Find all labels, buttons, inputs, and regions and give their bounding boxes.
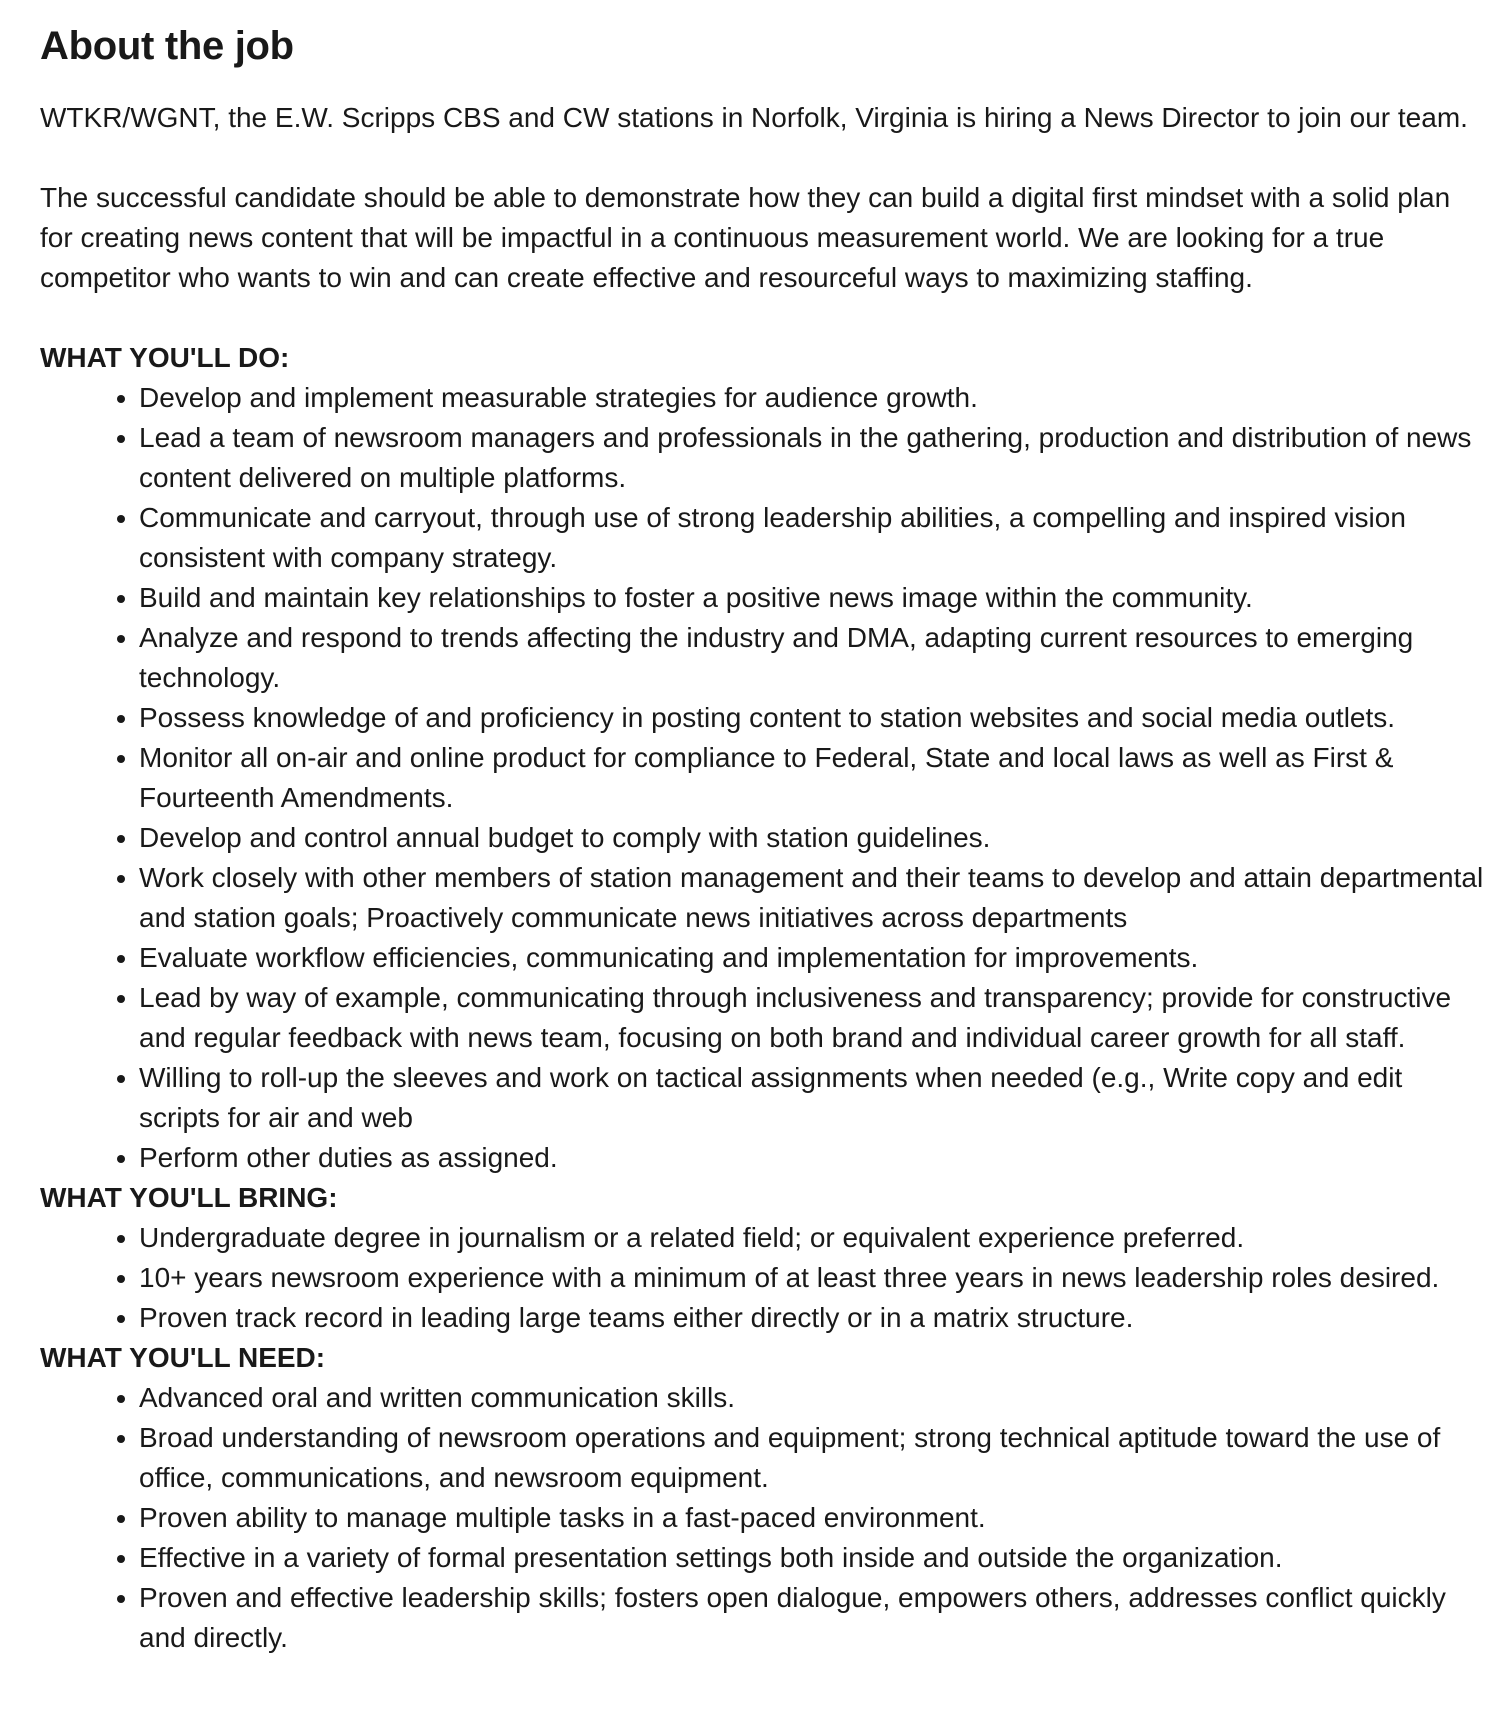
list-item: Undergraduate degree in journalism or a related field; or equivalent experience preferred. [139, 1218, 1485, 1258]
section-what-youll-need [40, 1338, 1485, 1658]
job-title: About the job [40, 24, 294, 68]
section-heading: WHAT YOU'LL DO: [40, 342, 290, 373]
bullet-list [40, 378, 1485, 1178]
list-item: Build and maintain key relationships to foster a positive news image within the community. [139, 578, 1485, 618]
list-item: 10+ years newsroom experience with a minimum of at least three years in news leadership roles desired. [139, 1258, 1485, 1298]
job-description [40, 18, 1485, 1658]
list-item: Develop and control annual budget to comply with station guidelines. [139, 818, 1485, 858]
section-heading: WHAT YOU'LL NEED: [40, 1342, 326, 1373]
list-item: Proven ability to manage multiple tasks in a fast-paced environment. [139, 1498, 1485, 1538]
section-what-youll-do [40, 338, 1485, 1178]
list-item: Monitor all on-air and online product for compliance to Federal, State and local laws as well as First & Fourteenth Amendments. [139, 738, 1485, 818]
list-item: Lead by way of example, communicating through inclusiveness and transparency; provide for constructive and regular feedback with news team, focusing on both brand and individual career growth for all staff. [139, 978, 1485, 1058]
list-item: Possess knowledge of and proficiency in posting content to station websites and social media outlets. [139, 698, 1485, 738]
bullet-list [40, 1378, 1485, 1658]
list-item: Perform other duties as assigned. [139, 1138, 1485, 1178]
list-item: Evaluate workflow efficiencies, communicating and implementation for improvements. [139, 938, 1485, 978]
list-item: Develop and implement measurable strategies for audience growth. [139, 378, 1485, 418]
section-heading: WHAT YOU'LL BRING: [40, 1182, 338, 1213]
section-what-youll-bring [40, 1178, 1485, 1338]
list-item: Proven and effective leadership skills; fosters open dialogue, empowers others, addresses conflict quickly and directly. [139, 1578, 1485, 1658]
list-item: Willing to roll-up the sleeves and work on tactical assignments when needed (e.g., Write copy and edit scripts for air and web [139, 1058, 1485, 1138]
list-item: Analyze and respond to trends affecting the industry and DMA, adapting current resources to emerging technology. [139, 618, 1485, 698]
list-item: Advanced oral and written communication skills. [139, 1378, 1485, 1418]
summary-paragraph: The successful candidate should be able to demonstrate how they can build a digital first mindset with a solid plan for creating news content that will be impactful in a continuous measurement world. We are looking for a true competitor who wants to win and can create effective and resourceful ways to maximizing staffing. [40, 182, 1451, 293]
list-item: Proven track record in leading large teams either directly or in a matrix structure. [139, 1298, 1485, 1338]
list-item: Communicate and carryout, through use of strong leadership abilities, a compelling and inspired vision consistent with company strategy. [139, 498, 1485, 578]
intro-paragraph: WTKR/WGNT, the E.W. Scripps CBS and CW stations in Norfolk, Virginia is hiring a News Director to join our team. [40, 102, 1468, 133]
list-item: Work closely with other members of station management and their teams to develop and attain departmental and station goals; Proactively communicate news initiatives across departments [139, 858, 1485, 938]
list-item: Broad understanding of newsroom operations and equipment; strong technical aptitude toward the use of office, communications, and newsroom equipment. [139, 1418, 1485, 1498]
list-item: Effective in a variety of formal presentation settings both inside and outside the organization. [139, 1538, 1485, 1578]
list-item: Lead a team of newsroom managers and professionals in the gathering, production and distribution of news content delivered on multiple platforms. [139, 418, 1485, 498]
bullet-list [40, 1218, 1485, 1338]
